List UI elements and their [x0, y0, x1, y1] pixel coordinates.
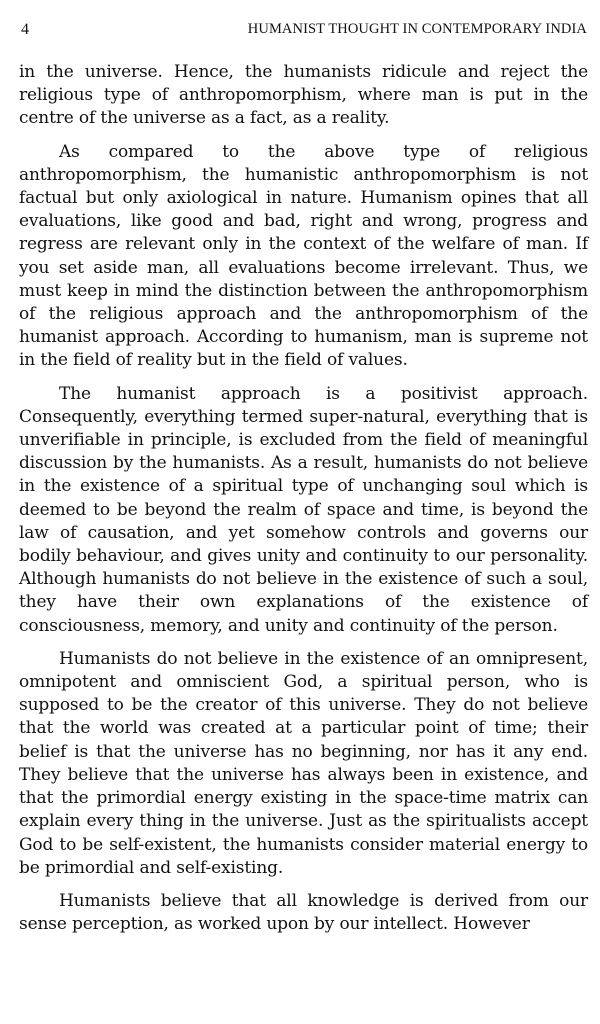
body-text [19, 61, 588, 936]
paragraph-knowledge: Humanists believe that all knowledge is derived from our sense perception, as worked upon by our intellect. However [19, 890, 588, 935]
paragraph-positivist-approach: The humanist approach is a positivist approach. Consequently, everything termed super-natural, everything that is unverifiable in principle, is excluded from the field of meaningful discussion by the humanists. As a result, humanists do not believe in the existence of a spiritual type of unchanging soul which is deemed to be beyond the realm of space and time, is beyond the law of causation, and yet somehow controls and governs our bodily behaviour, and gives unity and continuity to our personality. Although humanists do not believe in the existence of such a soul, they have their own explanations of the existence of consciousness, memory, and unity and continuity of the person. [19, 383, 588, 636]
paragraph-anthropomorphism: As compared to the above type of religious anthropomorphism, the humanistic anthropomorphism is not factual but only axiological in nature. Humanism opines that all evaluations, like good and bad, right and wrong, progress and regress are relevant only in the context of the welfare of man. If you set aside man, all evaluations become irrelevant. Thus, we must keep in mind the distinction between the anthropomorphism of the religious approach and the anthropomorphism of the humanist approach. According to humanism, man is supreme not in the field of reality but in the field of values. [19, 141, 588, 371]
page-number: 4 [21, 21, 29, 38]
running-title: HUMANIST THOUGHT IN CONTEMPORARY INDIA [247, 21, 587, 37]
book-page [19, 0, 588, 1024]
paragraph-god: Humanists do not believe in the existence of an omnipresent, omnipotent and omniscient God, a spiritual person, who is supposed to be the creator of this universe. They do not believe that the world was created at a particular point of time; their belief is that the universe has no beginning, nor has it any end. They believe that the universe has always been in existence, and that the primordial energy existing in the space-time matrix can explain every thing in the universe. Just as the spiritualists accept God to be self-existent, the humanists consider material energy to be primordial and self-existing. [19, 648, 588, 878]
paragraph-continuation: in the universe. Hence, the humanists ridicule and reject the religious type of anthropomorphism, where man is put in the centre of the universe as a fact, as a reality. [19, 62, 588, 129]
running-head [19, 0, 588, 38]
